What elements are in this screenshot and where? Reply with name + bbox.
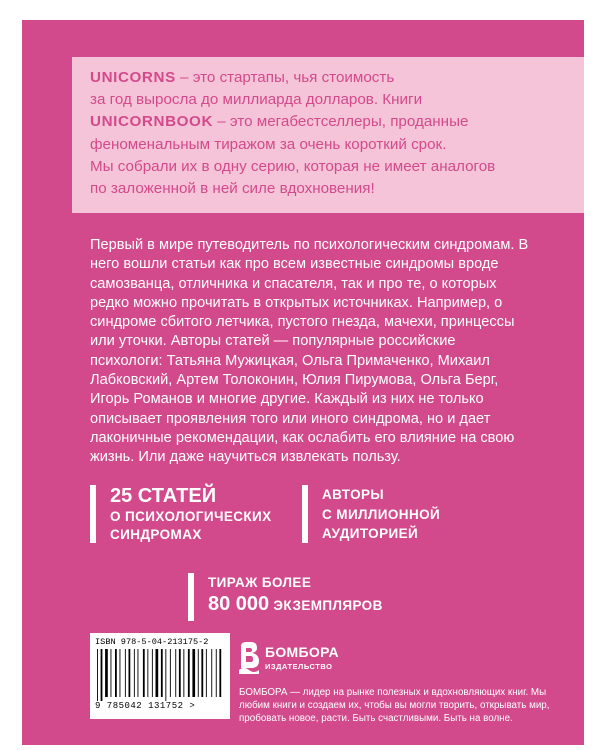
series-promo-box: [72, 57, 584, 213]
publisher-name: БОМБОРА: [265, 644, 339, 660]
promo-line-6: по заложенной в ней силе вдохновения!: [90, 180, 375, 198]
barcode-stripe: [188, 649, 190, 697]
authors-line-2: С МИЛЛИОННОЙ: [322, 506, 441, 522]
authors-line-1: АВТОРЫ: [322, 487, 385, 502]
promo-line-5: Мы собрали их в одну серию, которая не имеет аналогов: [90, 157, 496, 175]
barcode-stripe: [192, 649, 195, 697]
barcode-stripe: [179, 649, 181, 697]
barcode-stripe: [152, 649, 153, 697]
isbn-number: ISBN 978-5-04-213175-2: [95, 637, 209, 647]
description-paragraph: Первый в мире путеводитель по психологическим синдромам. В него вошли статьи как про всем известные синдромы вроде самозванца, отличника и спасателя, так и про те, о которых редко можно прочитать в открытых источниках. Например, о синдроме сбитого летчика, пустого гнезда, мачехи, принцессы или уточки. Авторы статей — популярные российские психологи: Татьяна Мужицкая, Ольга Примаченко, Михаил Лабковский, Артем Толоконин, Юлия Пирумова, Ольга Берг, Игорь Романов и многие другие. Каждый из них не только описывает проявления того или иного синдрома, но и дает лаконичные рекомендации, как ослабить его влияние на свою жизнь. Или даже научиться извлекать пользу.: [90, 237, 529, 466]
circulation-number: 80 000: [208, 593, 270, 615]
barcode-stripe: [120, 649, 121, 697]
articles-line-3: СИНДРОМАХ: [110, 526, 202, 542]
barcode-stripe: [175, 649, 176, 697]
feature-authors: [302, 485, 440, 543]
feature-circulation: [188, 573, 383, 621]
barcode-stripe: [161, 649, 163, 697]
barcode-stripe: [183, 649, 184, 697]
barcode-stripe: [129, 649, 131, 697]
barcode-stripe: [115, 649, 117, 697]
barcode-stripe: [111, 649, 112, 697]
barcode-stripe: [206, 649, 207, 697]
authors-line-3: АУДИТОРИЕЙ: [322, 526, 419, 541]
unicorns-brand: UNICORNS: [90, 69, 176, 86]
barcode-bars-icon: [95, 649, 225, 701]
ean-number: 9 785042 131752 >: [95, 701, 196, 711]
barcode-stripe: [143, 649, 145, 697]
unicornbook-brand: UNICORNBOOK: [90, 113, 214, 131]
barcode-stripe: [105, 649, 108, 697]
bombora-wave-icon: [239, 640, 261, 674]
barcode-stripe: [211, 649, 212, 697]
barcode-stripe: [125, 649, 126, 697]
barcode-stripe: [170, 649, 171, 697]
barcode: [90, 633, 230, 719]
publisher-logo: [239, 640, 349, 680]
book-description: [90, 236, 530, 468]
barcode-stripe: [165, 649, 166, 701]
promo-line-3: UNICORNBOOK – это мегабестселлеры, проданные: [90, 113, 469, 131]
publisher-subtitle: ИЗДАТЕЛЬСТВО: [265, 662, 333, 671]
barcode-stripe: [216, 649, 217, 697]
barcode-stripe: [134, 649, 135, 697]
promo-line-2: за год выросла до миллиарда долларов. Книги: [90, 91, 423, 109]
barcode-stripe: [198, 649, 199, 697]
promo-line-4: феноменальным тиражом за очень короткий срок.: [90, 135, 447, 153]
publisher-description: БОМБОРА — лидер на рынке полезных и вдохновляющих книг. Мы любим книги и создаем их, чтобы вы могли творить, открывать мир, пробовать новое, расти. Быть счастливыми. Быть на волне.: [239, 687, 550, 724]
feature-articles: [90, 485, 272, 543]
circulation-line-2: [208, 592, 383, 616]
barcode-stripe: [147, 649, 148, 697]
circulation-unit: ЭКЗЕМПЛЯРОВ: [269, 598, 383, 613]
barcode-stripe: [97, 649, 98, 701]
barcode-stripe: [138, 649, 139, 697]
circulation-line-1: ТИРАЖ БОЛЕЕ: [208, 575, 312, 590]
promo-line-1: UNICORNS – это стартапы, чья стоимость: [90, 69, 395, 86]
articles-headline: 25 СТАТЕЙ: [110, 485, 217, 507]
barcode-stripe: [219, 649, 221, 697]
barcode-stripe: [201, 649, 203, 697]
barcode-stripe: [101, 649, 103, 701]
barcode-stripe: [156, 649, 159, 697]
articles-line-2: О ПСИХОЛОГИЧЕСКИХ: [110, 509, 272, 524]
